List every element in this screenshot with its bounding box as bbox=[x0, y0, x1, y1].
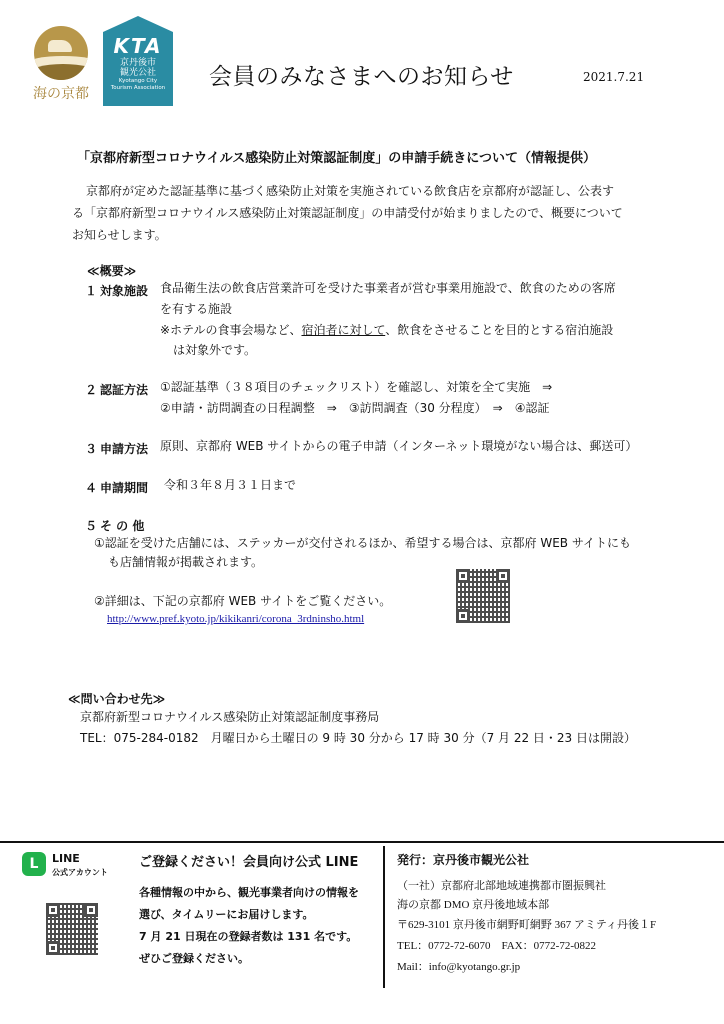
umi-no-kyoto-logo bbox=[28, 26, 94, 106]
contact-heading: ≪問い合わせ先≫ bbox=[68, 692, 166, 706]
item-text: ②申請・訪問調査の日程調整 ⇒ ③訪問調査（30 分程度） ⇒ ④認証 bbox=[160, 401, 550, 415]
qr-code-icon bbox=[456, 569, 510, 623]
item-label: 申請期間 bbox=[100, 481, 149, 495]
page-title: 会員のみなさまへのお知らせ bbox=[209, 64, 514, 90]
item-number: ５ bbox=[85, 519, 98, 533]
kta-jp-name: 京丹後市 観光公社 bbox=[119, 58, 156, 78]
publisher-line: 〒629-3101 京丹後市網野町網野 367 アミティ丹後１F bbox=[397, 919, 657, 931]
kta-en-name: Kyotango City Tourism Association bbox=[110, 78, 166, 91]
item-number: ４ bbox=[85, 481, 98, 495]
publisher-line: 海の京都 DMO 京丹後地域本部 bbox=[397, 899, 550, 911]
intro-line-2: る「京都府新型コロナウイルス感染防止対策認証制度」の申請受付が始まりましたので、概要について bbox=[72, 206, 623, 220]
headline: 「京都府新型コロナウイルス感染防止対策認証制度」の申請手続きについて（情報提供） bbox=[77, 151, 596, 166]
line-register-text: 選び、タイムリーにお届けします。 bbox=[139, 908, 314, 921]
item-label: 対象施設 bbox=[100, 284, 149, 298]
item-number: ３ bbox=[85, 442, 98, 456]
logo-emblem-icon bbox=[34, 26, 88, 80]
item-text: 原則、京都府 WEB サイトからの電子申請（インターネット環境がない場合は、郵送可） bbox=[160, 439, 638, 453]
item-note-cont: は対象外です。 bbox=[173, 343, 257, 357]
intro-line-3: お知らせします。 bbox=[72, 228, 167, 242]
footer-divider bbox=[0, 841, 724, 843]
line-sub: 公式アカウント bbox=[52, 868, 108, 877]
line-register-title: ご登録ください！会員向け公式 LINE bbox=[139, 855, 359, 870]
line-register-text: ぜひご登録ください。 bbox=[139, 952, 249, 965]
umi-logo-text: 海の京都 bbox=[33, 86, 89, 102]
note-post: 、飲食をさせることを目的とする宿泊施設 bbox=[385, 323, 614, 337]
line-register-text: 各種情報の中から、観光事業者向けの情報を bbox=[139, 886, 359, 899]
intro-line-1: 京都府が定めた認証基準に基づく感染防止対策を実施されている飲食店を京都府が認証し、公表す bbox=[86, 184, 615, 198]
line-register-text: 7 月 21 日現在の登録者数は 131 名です。 bbox=[139, 930, 358, 943]
note-underlined: 宿泊者に対して bbox=[301, 323, 386, 337]
item-label: 申請方法 bbox=[100, 442, 149, 456]
line-app-icon: L bbox=[22, 852, 46, 876]
item-note bbox=[160, 320, 613, 341]
item-text: を有する施設 bbox=[160, 302, 233, 316]
note-pre: ※ホテルの食事会場など、 bbox=[160, 323, 302, 337]
item-text: 食品衛生法の飲食店営業許可を受けた事業者が営む事業用施設で、飲食のための客席 bbox=[160, 281, 616, 295]
overview-heading: ≪概要≫ bbox=[87, 264, 137, 278]
publisher-title: 発行：京丹後市観光公社 bbox=[397, 853, 530, 867]
footer-vertical-divider bbox=[383, 846, 385, 988]
publisher-line: TEL：0772-72-6070 FAX：0772-72-0822 bbox=[397, 940, 596, 952]
item-text: ①認証を受けた店舗には、ステッカーが交付されるほか、希望する場合は、京都府 WEB サイトにも bbox=[94, 536, 631, 550]
issue-date: 2021.7.21 bbox=[583, 70, 645, 84]
kta-mark: KTA bbox=[113, 34, 163, 58]
contact-org: 京都府新型コロナウイルス感染防止対策認証制度事務局 bbox=[80, 710, 380, 724]
line-name: LINE bbox=[52, 852, 80, 865]
line-qr-code-icon bbox=[46, 903, 98, 955]
item-label: そ の 他 bbox=[100, 519, 145, 533]
item-text: 令和３年８月３１日まで bbox=[164, 478, 297, 492]
item-text: も店舗情報が掲載されます。 bbox=[108, 555, 264, 569]
item-number: １ bbox=[85, 284, 98, 298]
kyoto-pref-link[interactable]: http://www.pref.kyoto.jp/kikikanri/corona_3rdninsho.html bbox=[107, 613, 365, 625]
contact-tel: TEL：075-284-0182 月曜日から土曜日の 9 時 30 分から 17 時 30 分（7 月 22 日・23 日は開設） bbox=[80, 731, 636, 745]
kyotango-tourism-logo bbox=[103, 16, 173, 106]
item-text: ②詳細は、下記の京都府 WEB サイトをご覧ください。 bbox=[94, 594, 392, 608]
item-number: ２ bbox=[85, 383, 98, 397]
item-label: 認証方法 bbox=[100, 383, 149, 397]
item-text: ①認証基準（３８項目のチェックリスト）を確認し、対策を全て実施 ⇒ bbox=[160, 380, 553, 394]
publisher-email[interactable]: Mail：info@kyotango.gr.jp bbox=[397, 961, 521, 973]
publisher-line: （一社）京都府北部地域連携都市圏振興社 bbox=[397, 880, 606, 892]
